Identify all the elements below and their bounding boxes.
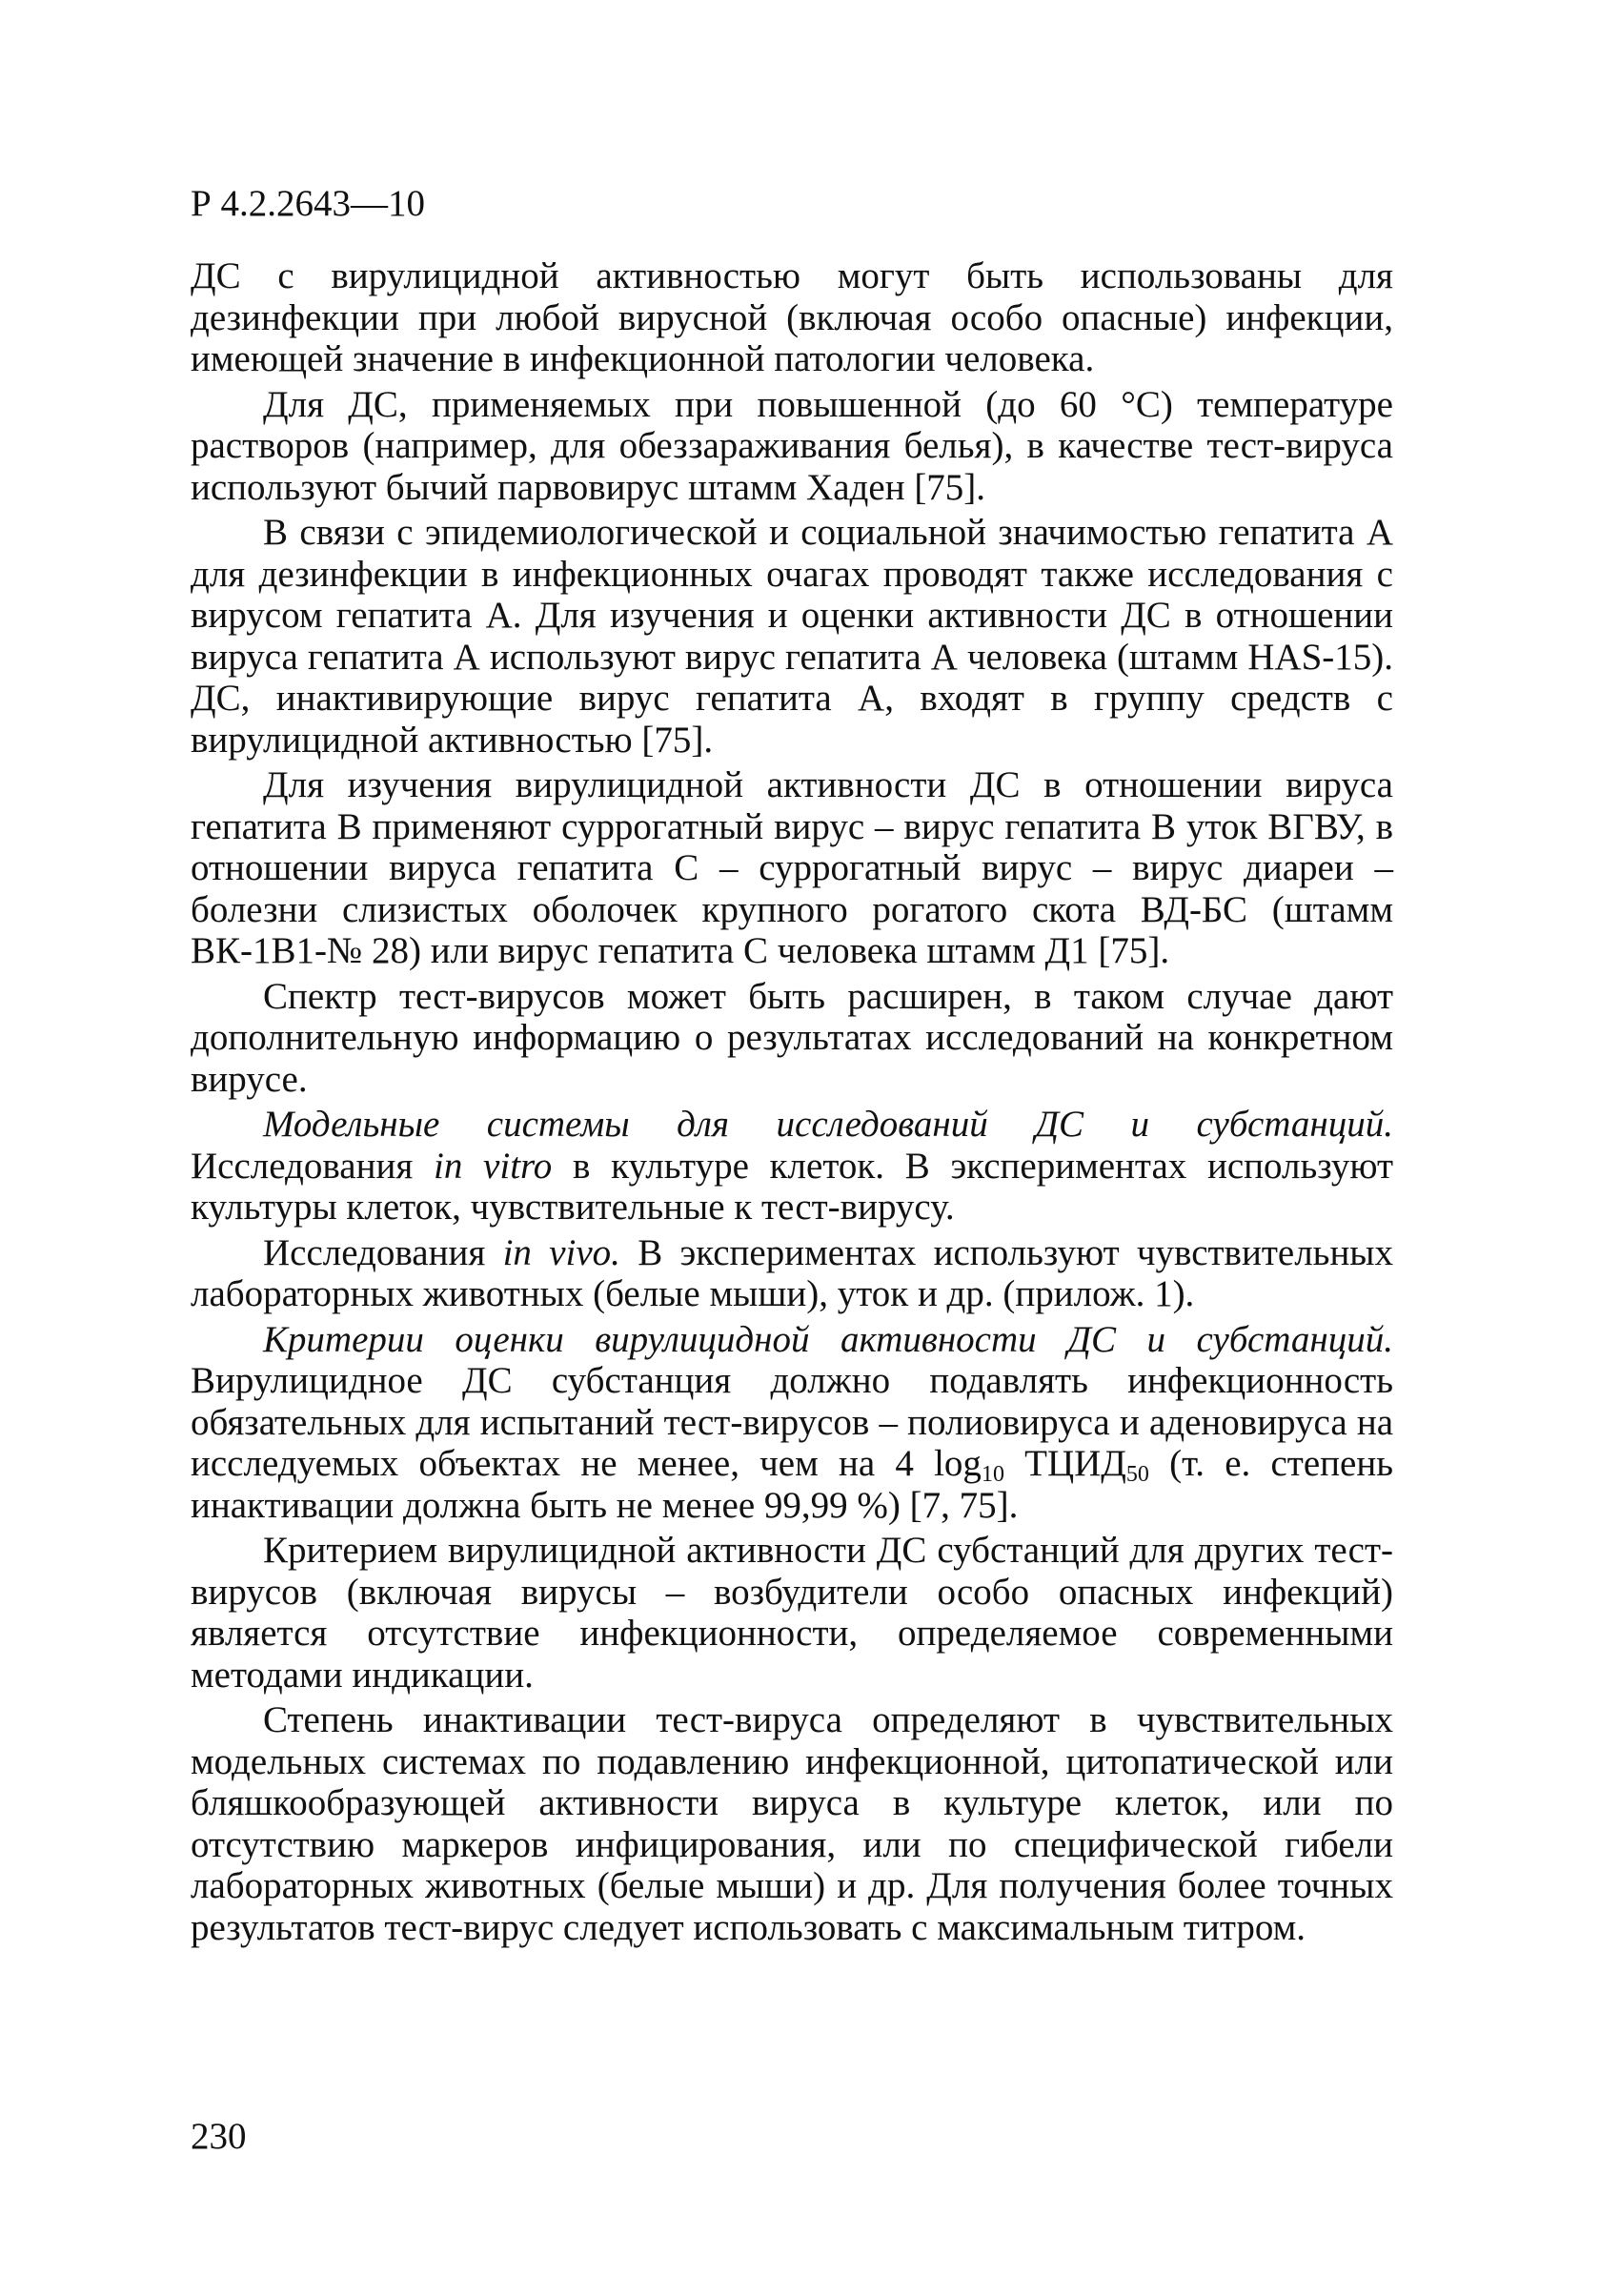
- document-code-header: Р 4.2.2643—10: [191, 183, 425, 224]
- paragraph-6-text-a: Исследования: [191, 1145, 434, 1187]
- in-vitro-term: in vitro: [434, 1145, 553, 1187]
- paragraph-8-text-a: Вирулицидное ДС субстанция должно подавлять инфекционность обязательных для испытаний тест-вирусов – полиовируса и аденовируса на исследуемых объектах не менее, чем на 4 log: [191, 1360, 1393, 1484]
- paragraph-8: [191, 1319, 1393, 1527]
- paragraph-3: В связи с эпидемиологической и социальной значимостью гепатита А для дезинфекции в инфекционных очагах проводят также исследования с вирусом гепатита А. Для изучения и оценки активности ДС в отношении вируса гепатита А используют вирус гепатита А человека (штамм HAS-15). ДС, инактивирующие вирус гепатита А, входят в группу средств с вирулицидной активностью [75].: [191, 512, 1393, 761]
- paragraph-8-text-b: ТЦИД: [1003, 1443, 1126, 1484]
- in-vivo-term: in vivo.: [502, 1231, 620, 1273]
- paragraph-1: ДС с вирулицидной активностью могут быть использованы для дезинфекции при любой вирусной (включая особо опасные) инфекции, имеющей значение в инфекционной патологии человека.: [191, 255, 1393, 379]
- body-text: [191, 255, 1393, 1952]
- paragraph-4: Для изучения вирулицидной активности ДС в отношении вируса гепатита В применяют суррогатный вирус – вирус гепатита В уток ВГВУ, в отношении вируса гепатита С – суррогатный вирус – вирус диареи – болезни слизистых оболочек крупного рогатого скота ВД-БС (штамм ВК-1В1-№ 28) или вирус гепатита С человека штамм Д1 [75].: [191, 764, 1393, 971]
- criteria-heading: Критерии оценки вирулицидной активности ДС и субстанций.: [263, 1318, 1393, 1360]
- tcid-subscript: 50: [1125, 1462, 1149, 1487]
- model-systems-heading: Модельные системы для исследований ДС и субстанций.: [263, 1104, 1393, 1145]
- paragraph-7: [191, 1232, 1393, 1315]
- paragraph-7-text-b: В экспериментах используют чувствительных лабораторных животных (белые мыши), уток и др. (прилож. 1).: [191, 1231, 1394, 1314]
- paragraph-6-text-b: в культуре клеток. В экспериментах используют культуры клеток, чувствительные к тест-вирусу.: [191, 1145, 1394, 1228]
- paragraph-2: Для ДС, применяемых при повышенной (до 60 °С) температуре растворов (например, для обеззараживания белья), в качестве тест-вируса используют бычий парвовирус штамм Хаден [75].: [191, 383, 1393, 508]
- paragraph-5: Спектр тест-вирусов может быть расширен, в таком случае дают дополнительную информацию о результатах исследований на конкретном вирусе.: [191, 975, 1393, 1100]
- paragraph-9: Критерием вирулицидной активности ДС субстанций для других тест-вирусов (включая вирусы – возбудители особо опасных инфекций) является отсутствие инфекционности, определяемое современными методами индикации.: [191, 1530, 1393, 1696]
- document-page: [191, 0, 1394, 2296]
- paragraph-8-text-c: (т. е. степень инактивации должна быть не менее 99,99 %) [7, 75].: [191, 1443, 1393, 1526]
- log-subscript: 10: [981, 1462, 1004, 1487]
- page-number: 230: [191, 2116, 247, 2157]
- paragraph-10: Степень инактивации тест-вируса определяют в чувствительных модельных системах по подавлению инфекционной, цитопатической или бляшкообразующей активности вируса в культуре клеток, или по отсутствию маркеров инфицирования, или по специфической гибели лабораторных животных (белые мыши) и др. Для получения более точных результатов тест-вирус следует использовать с максимальным титром.: [191, 1699, 1393, 1948]
- paragraph-7-text-a: Исследования: [263, 1231, 503, 1273]
- paragraph-6: [191, 1104, 1393, 1229]
